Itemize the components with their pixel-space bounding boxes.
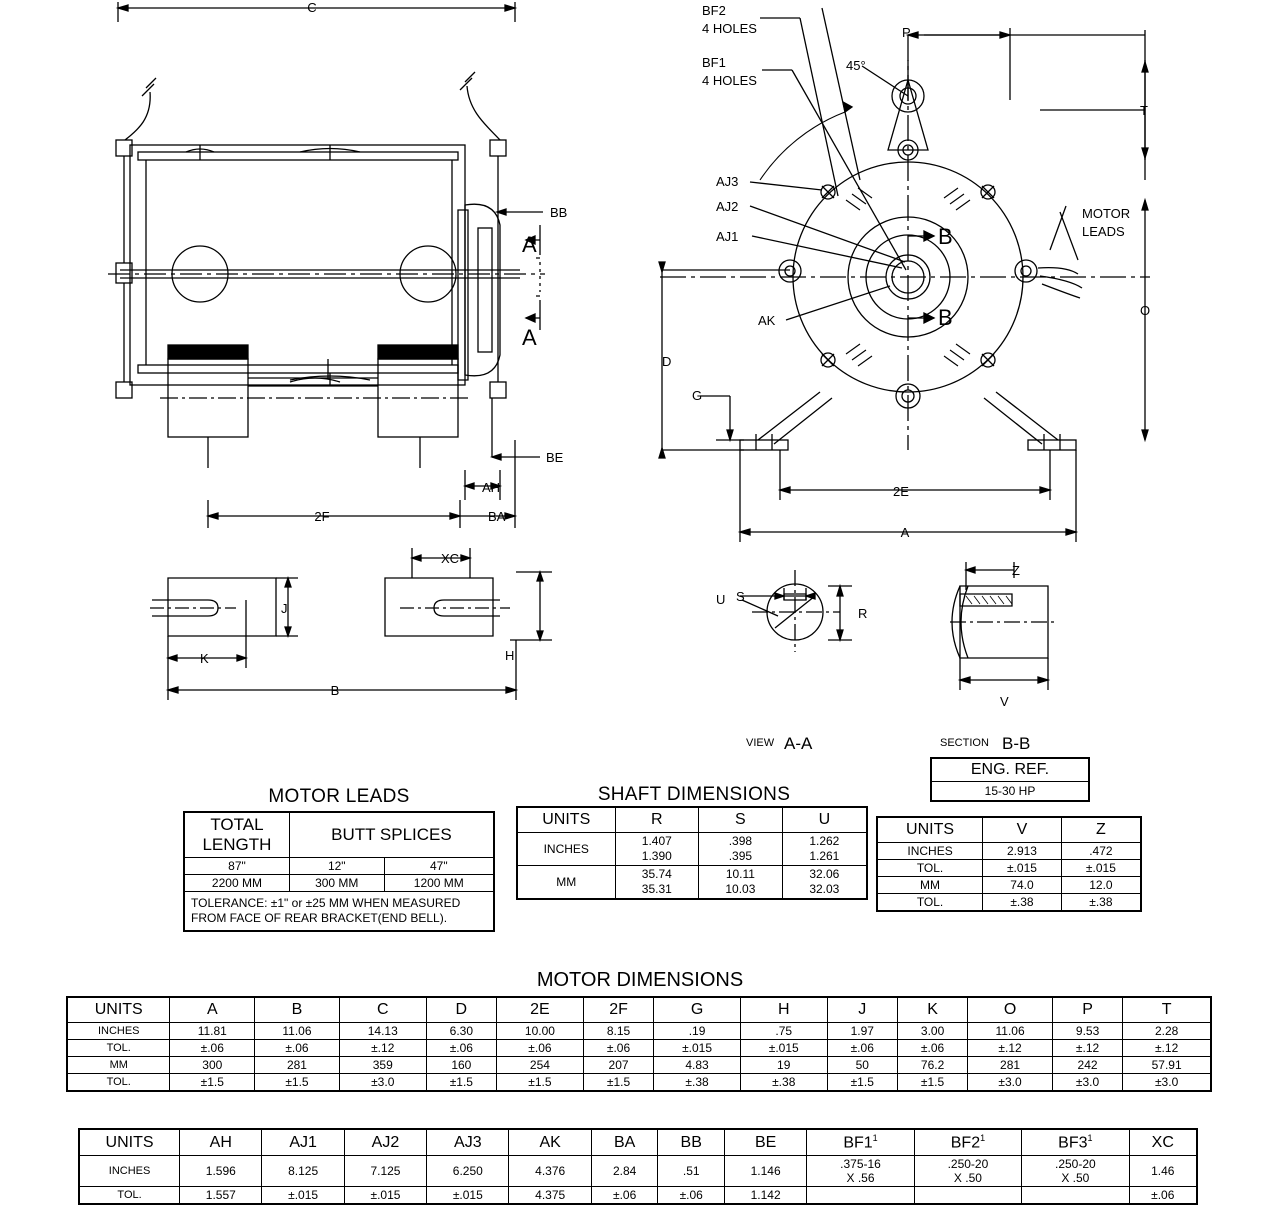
- label-B-section-bottom: B: [938, 305, 953, 330]
- md2-r0-ba: 2.84: [591, 1156, 658, 1187]
- md1-r2-p: 242: [1052, 1057, 1122, 1074]
- motor-leads-r1c2: 1200 MM: [384, 875, 494, 892]
- md2-r0-aj2: 7.125: [344, 1156, 426, 1187]
- md2-r0-ak: 4.376: [509, 1156, 591, 1187]
- motor-leads-header-total: [184, 812, 289, 858]
- label-B-base: B: [330, 683, 340, 698]
- vz-col-Z: Z: [1061, 817, 1141, 843]
- label-AJ3: AJ3: [716, 174, 739, 189]
- vz-r0-Z: .472: [1061, 843, 1141, 860]
- label-motor-leads-1: MOTOR: [1082, 206, 1131, 221]
- md2-r1-aj3: ±.015: [427, 1187, 509, 1205]
- md2-col-aj1: AJ1: [262, 1129, 344, 1156]
- md1-r1-k: ±.06: [897, 1040, 967, 1057]
- label-section-A-top: A: [522, 232, 537, 257]
- table-row: [877, 843, 1141, 860]
- label-P: P: [902, 25, 911, 40]
- md2-col-ak: AK: [509, 1129, 591, 1156]
- md1-r0-2f: 8.15: [583, 1023, 653, 1040]
- md1-r3-g: ±.38: [654, 1074, 741, 1092]
- md1-r3-j: ±1.5: [827, 1074, 897, 1092]
- md2-r0-aj3: 6.250: [427, 1156, 509, 1187]
- label-BF1-holes: 4 HOLES: [702, 73, 757, 88]
- md1-r2-g: 4.83: [654, 1057, 741, 1074]
- md1-col-g: G: [654, 997, 741, 1023]
- shaft-dimensions-title: SHAFT DIMENSIONS: [597, 784, 791, 805]
- motor-dimensions-table2: [78, 1128, 1198, 1205]
- table-row: [877, 894, 1141, 912]
- shaft-col-R: R: [615, 807, 699, 833]
- md2-col-bf2: $BF2^1$: [914, 1129, 1021, 1156]
- table-row: [184, 875, 494, 892]
- label-T: T: [1140, 103, 1148, 118]
- motor-leads-r0c2: 47": [384, 858, 494, 875]
- label-motor-leads-2: LEADS: [1082, 224, 1125, 239]
- label-V: V: [1000, 694, 1009, 709]
- vz-r2-V: 74.0: [983, 877, 1062, 894]
- shaft-mm-U: [782, 866, 867, 900]
- md2-r0-ah: 1.596: [180, 1156, 262, 1187]
- md1-r3-d: ±1.5: [426, 1074, 496, 1092]
- motor-leads-header-total-l1: TOTAL: [210, 815, 264, 834]
- vz-r1-Z: ±.015: [1061, 860, 1141, 877]
- shaft-inches-S: [699, 833, 783, 866]
- md1-r3-c: ±3.0: [339, 1074, 426, 1092]
- md1-r1-a: ±.06: [170, 1040, 255, 1057]
- md1-r2-a: 300: [170, 1057, 255, 1074]
- footnote-marker: 1: [1087, 1133, 1093, 1143]
- shaft-mm-S-min: 10.03: [725, 882, 756, 896]
- vz-table: [876, 816, 1142, 912]
- motor-leads-header-splices: BUTT SPLICES: [289, 812, 494, 858]
- motor-dimensions-title: MOTOR DIMENSIONS: [536, 969, 744, 991]
- label-AH: AH: [482, 480, 501, 495]
- md2-r0-aj1: 8.125: [262, 1156, 344, 1187]
- md2-r0-be: 1.146: [724, 1156, 806, 1187]
- shaft-mm-S: [699, 866, 783, 900]
- md2-r1-ak: 4.375: [509, 1187, 591, 1205]
- label-S: S: [736, 589, 745, 604]
- eng-ref-table: [930, 757, 1090, 802]
- md1-r2-c: 359: [339, 1057, 426, 1074]
- label-BF1: BF1: [702, 55, 726, 70]
- footnote-marker: 1: [980, 1133, 986, 1143]
- label-K: K: [200, 651, 209, 666]
- md1-col-a: A: [170, 997, 255, 1023]
- md1-col-k: K: [897, 997, 967, 1023]
- section-bb-name: B-B: [1002, 734, 1031, 753]
- motor-leads-note: TOLERANCE: ±1" or ±25 MM WHEN MEASURED FROM FACE OF REAR BRACKET(END BELL).: [184, 892, 494, 932]
- shaft-mm-R-min: 35.31: [641, 882, 672, 896]
- md1-r2-b: 281: [255, 1057, 340, 1074]
- vz-r1-units: TOL.: [877, 860, 983, 877]
- label-C: C: [307, 0, 317, 15]
- shaft-col-S: S: [699, 807, 783, 833]
- section-bb-prefix: SECTION: [940, 737, 989, 749]
- md1-r0-a: 11.81: [170, 1023, 255, 1040]
- md1-r0-t: 2.28: [1123, 1023, 1211, 1040]
- shaft-mm-R-max: 35.74: [641, 867, 672, 881]
- shaft-dimensions-table: [516, 806, 868, 900]
- shaft-inches-U-min: 1.261: [809, 849, 840, 863]
- md1-col-b: B: [255, 997, 340, 1023]
- eng-ref-title: ENG. REF.: [931, 758, 1089, 782]
- md1-r0-g: .19: [654, 1023, 741, 1040]
- md1-r2-t: 57.91: [1123, 1057, 1211, 1074]
- md1-r0-b: 11.06: [255, 1023, 340, 1040]
- label-XC: XC: [441, 551, 460, 566]
- md1-r2-2e: 254: [497, 1057, 584, 1074]
- view-aa-prefix: VIEW: [746, 737, 775, 749]
- md1-r2-o: 281: [968, 1057, 1053, 1074]
- md1-r0-2e: 10.00: [497, 1023, 584, 1040]
- table-header-row: [67, 997, 1211, 1023]
- md2-col-bf3: $BF3^1$: [1022, 1129, 1129, 1156]
- md1-r1-2e: ±.06: [497, 1040, 584, 1057]
- label-B-section-top: B: [938, 224, 953, 249]
- md1-r3-b: ±1.5: [255, 1074, 340, 1092]
- table-row: [877, 860, 1141, 877]
- md1-r0-o: 11.06: [968, 1023, 1053, 1040]
- label-R: R: [858, 606, 868, 621]
- shaft-inches-U-max: 1.262: [809, 834, 840, 848]
- md1-row-2-units: MM: [67, 1057, 170, 1074]
- md2-col-be: BE: [724, 1129, 806, 1156]
- md1-r1-j: ±.06: [827, 1040, 897, 1057]
- md1-r0-k: 3.00: [897, 1023, 967, 1040]
- md1-r3-h: ±.38: [740, 1074, 827, 1092]
- md1-r0-h: .75: [740, 1023, 827, 1040]
- md1-r2-j: 50: [827, 1057, 897, 1074]
- motor-dimensions-table2-wrap: [78, 1128, 1200, 1205]
- md1-r0-c: 14.13: [339, 1023, 426, 1040]
- label-section-A-bottom: A: [522, 325, 537, 350]
- motor-leads-r1c0: 2200 MM: [184, 875, 289, 892]
- md1-col-p: P: [1052, 997, 1122, 1023]
- label-BE: BE: [546, 450, 564, 465]
- eng-ref-section: [930, 757, 1090, 802]
- table-header-row: [877, 817, 1141, 843]
- motor-dimensions-table1-wrap: [66, 996, 1214, 1092]
- md1-col-units: UNITS: [67, 997, 170, 1023]
- md2-col-ah: AH: [180, 1129, 262, 1156]
- md2-r1-aj1: ±.015: [262, 1187, 344, 1205]
- label-2F: 2F: [314, 509, 330, 524]
- md2-r0-xc: 1.46: [1129, 1156, 1197, 1187]
- shaft-row-mm: MM: [517, 866, 615, 900]
- md2-col-bb: BB: [658, 1129, 724, 1156]
- md2-r0-bf1: .375-16 X .56: [807, 1156, 914, 1187]
- md1-col-d: D: [426, 997, 496, 1023]
- label-AJ2: AJ2: [716, 199, 739, 214]
- label-O: O: [1140, 303, 1151, 318]
- vz-r3-Z: ±.38: [1061, 894, 1141, 912]
- md1-r3-o: ±3.0: [968, 1074, 1053, 1092]
- md1-row-1-units: TOL.: [67, 1040, 170, 1057]
- md1-col-2f: 2F: [583, 997, 653, 1023]
- md1-col-t: T: [1123, 997, 1211, 1023]
- label-BB: BB: [550, 205, 568, 220]
- vz-col-V: V: [983, 817, 1062, 843]
- motor-leads-section: [183, 786, 495, 932]
- label-BF2-holes: 4 HOLES: [702, 21, 757, 36]
- md2-r1-ah: 1.557: [180, 1187, 262, 1205]
- md1-r3-a: ±1.5: [170, 1074, 255, 1092]
- md1-r1-p: ±.12: [1052, 1040, 1122, 1057]
- shaft-inches-R: [615, 833, 699, 866]
- vz-r3-units: TOL.: [877, 894, 983, 912]
- label-AJ1: AJ1: [716, 229, 739, 244]
- shaft-row-inches: INCHES: [517, 833, 615, 866]
- shaft-inches-S-max: .398: [728, 834, 753, 848]
- md2-row-1-units: TOL.: [79, 1187, 180, 1205]
- motor-leads-header-total-l2: LENGTH: [202, 835, 272, 854]
- motor-leads-r0c0: 87": [184, 858, 289, 875]
- vz-col-units: UNITS: [877, 817, 983, 843]
- shaft-inches-S-min: .395: [728, 849, 753, 863]
- vz-r3-V: ±.38: [983, 894, 1062, 912]
- label-AK: AK: [758, 313, 776, 328]
- md2-r1-bf2: [914, 1187, 1021, 1205]
- vz-r1-V: ±.015: [983, 860, 1062, 877]
- table-row: [877, 877, 1141, 894]
- label-D: D: [662, 354, 672, 369]
- table-header-row: [517, 807, 867, 833]
- label-BF2: BF2: [702, 3, 726, 18]
- md2-row-0-units: INCHES: [79, 1156, 180, 1187]
- vz-r0-V: 2.913: [983, 843, 1062, 860]
- label-2E: 2E: [893, 484, 909, 499]
- md2-r1-ba: ±.06: [591, 1187, 658, 1205]
- table-row: [79, 1156, 1197, 1187]
- eng-ref-value: 15-30 HP: [931, 782, 1089, 802]
- md1-r0-p: 9.53: [1052, 1023, 1122, 1040]
- md2-col-bf1: $BF1^1$: [807, 1129, 914, 1156]
- md2-col-xc: XC: [1129, 1129, 1197, 1156]
- label-A-overall: A: [900, 525, 910, 540]
- label-H: H: [505, 648, 515, 663]
- md1-col-o: O: [968, 997, 1053, 1023]
- label-45deg: 45°: [846, 58, 866, 73]
- motor-leads-r0c1: 12": [289, 858, 384, 875]
- shaft-inches-R-max: 1.407: [641, 834, 672, 848]
- label-BA: BA: [488, 509, 506, 524]
- table-row: [67, 1074, 1211, 1092]
- md1-col-h: H: [740, 997, 827, 1023]
- shaft-mm-U-min: 32.03: [809, 882, 840, 896]
- motor-leads-title: MOTOR LEADS: [268, 786, 410, 807]
- md1-col-c: C: [339, 997, 426, 1023]
- md2-r1-bf1: [807, 1187, 914, 1205]
- md2-col-ba: BA: [591, 1129, 658, 1156]
- md1-r1-t: ±.12: [1123, 1040, 1211, 1057]
- md1-row-0-units: INCHES: [67, 1023, 170, 1040]
- vz-r2-Z: 12.0: [1061, 877, 1141, 894]
- md1-r1-d: ±.06: [426, 1040, 496, 1057]
- md2-r1-aj2: ±.015: [344, 1187, 426, 1205]
- shaft-inches-U: [782, 833, 867, 866]
- table-header-row: [79, 1129, 1197, 1156]
- table-row: [67, 1057, 1211, 1074]
- md1-col-j: J: [827, 997, 897, 1023]
- md1-r2-h: 19: [740, 1057, 827, 1074]
- md2-r0-bf2: .250-20 X .50: [914, 1156, 1021, 1187]
- md2-r1-bf3: [1022, 1187, 1129, 1205]
- table-row: [517, 866, 867, 900]
- shaft-mm-R: [615, 866, 699, 900]
- label-G: G: [692, 388, 703, 403]
- md2-r1-be: 1.142: [724, 1187, 806, 1205]
- shaft-col-units: UNITS: [517, 807, 615, 833]
- md2-r1-bb: ±.06: [658, 1187, 724, 1205]
- shaft-mm-S-max: 10.11: [725, 867, 755, 881]
- md1-r0-j: 1.97: [827, 1023, 897, 1040]
- md1-r1-2f: ±.06: [583, 1040, 653, 1057]
- md1-r2-2f: 207: [583, 1057, 653, 1074]
- table-row: [184, 858, 494, 875]
- md1-r1-o: ±.12: [968, 1040, 1053, 1057]
- md1-r3-2f: ±1.5: [583, 1074, 653, 1092]
- vz-table-section: [876, 816, 1144, 912]
- md2-col-aj3: AJ3: [427, 1129, 509, 1156]
- label-J: J: [281, 601, 288, 616]
- motor-leads-r1c1: 300 MM: [289, 875, 384, 892]
- footnote-marker: 1: [872, 1133, 878, 1143]
- md2-r1-xc: ±.06: [1129, 1187, 1197, 1205]
- shaft-mm-U-max: 32.06: [809, 867, 840, 881]
- md1-row-3-units: TOL.: [67, 1074, 170, 1092]
- md1-r0-d: 6.30: [426, 1023, 496, 1040]
- label-U: U: [716, 592, 726, 607]
- table-row: [67, 1023, 1211, 1040]
- label-Z: Z: [1012, 563, 1020, 578]
- md1-r3-p: ±3.0: [1052, 1074, 1122, 1092]
- shaft-inches-R-min: 1.390: [641, 849, 672, 863]
- md1-r1-h: ±.015: [740, 1040, 827, 1057]
- md1-r1-b: ±.06: [255, 1040, 340, 1057]
- md2-r0-bb: .51: [658, 1156, 724, 1187]
- vz-r0-units: INCHES: [877, 843, 983, 860]
- motor-leads-table: [183, 811, 495, 932]
- md1-r3-t: ±3.0: [1123, 1074, 1211, 1092]
- table-row: [184, 892, 494, 932]
- md1-r3-2e: ±1.5: [497, 1074, 584, 1092]
- table-row: [517, 833, 867, 866]
- md2-col-aj2: AJ2: [344, 1129, 426, 1156]
- table-row: [79, 1187, 1197, 1205]
- view-aa-name: A-A: [784, 734, 813, 753]
- shaft-dimensions-section: [516, 784, 872, 900]
- md1-r1-g: ±.015: [654, 1040, 741, 1057]
- motor-dimensions-table1: [66, 996, 1212, 1092]
- md1-r1-c: ±.12: [339, 1040, 426, 1057]
- md1-col-2e: 2E: [497, 997, 584, 1023]
- md1-r3-k: ±1.5: [897, 1074, 967, 1092]
- md2-r0-bf3: .250-20 X .50: [1022, 1156, 1129, 1187]
- table-row: [67, 1040, 1211, 1057]
- md1-r2-d: 160: [426, 1057, 496, 1074]
- vz-r2-units: MM: [877, 877, 983, 894]
- md1-r2-k: 76.2: [897, 1057, 967, 1074]
- md2-col-units: UNITS: [79, 1129, 180, 1156]
- shaft-col-U: U: [782, 807, 867, 833]
